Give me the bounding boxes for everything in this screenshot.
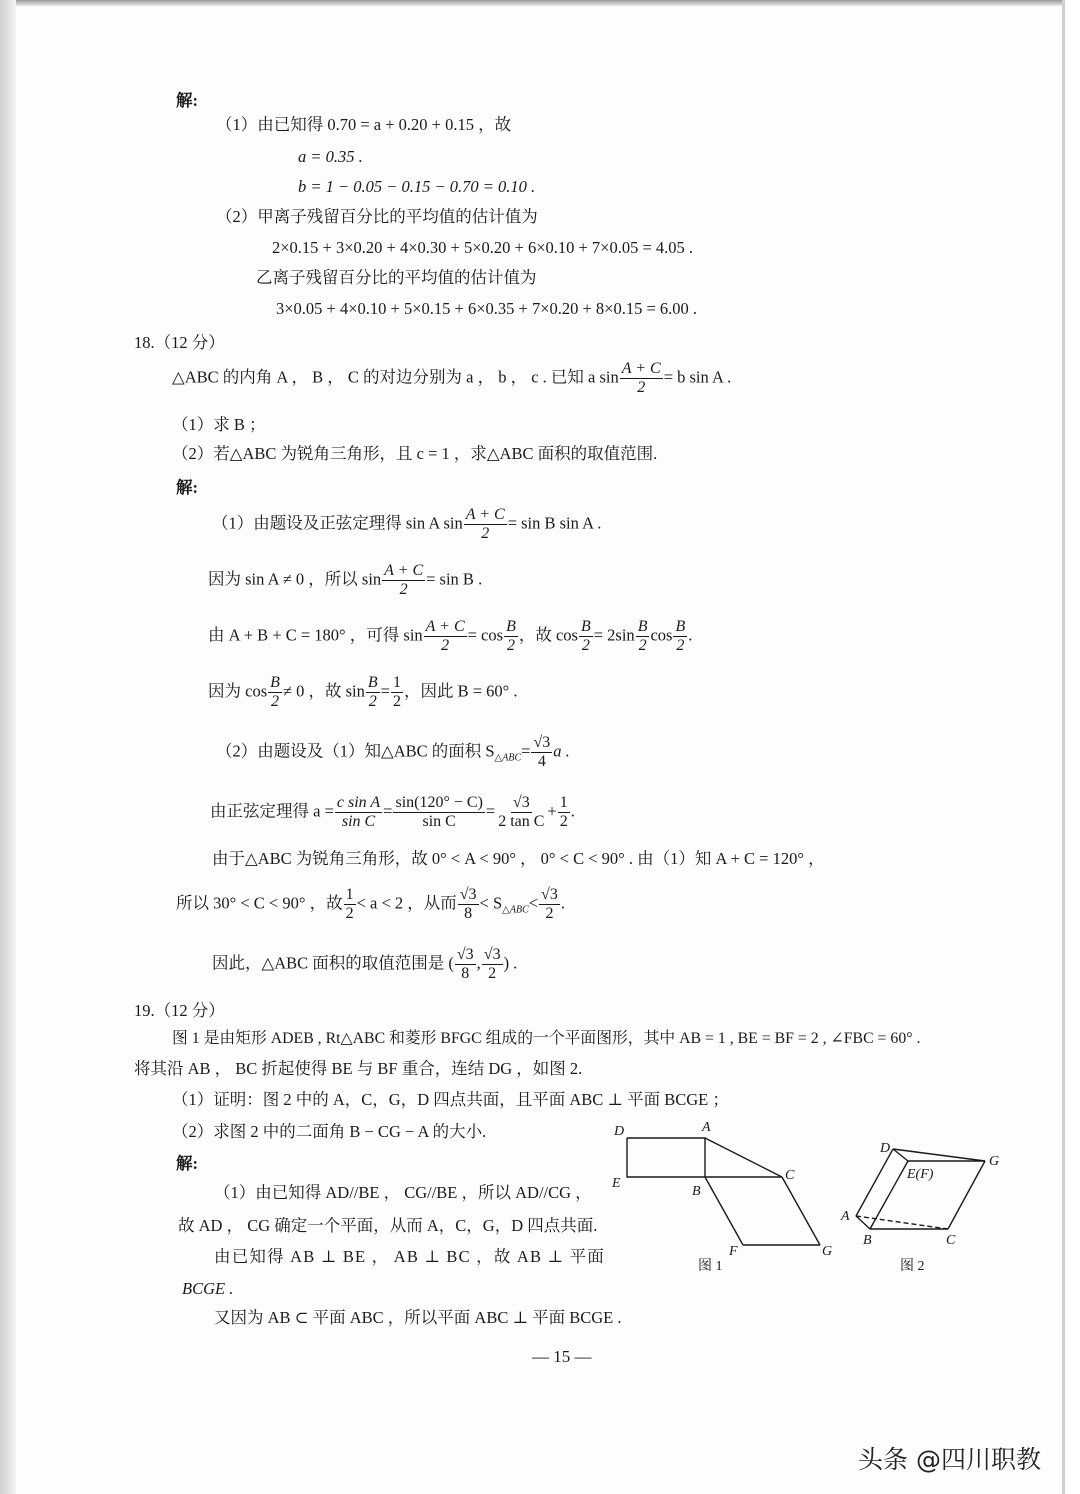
text: （2）由题设及（1）知△ABC 的面积 S <box>216 741 495 761</box>
denominator: 2 <box>559 813 568 830</box>
denominator: 2 <box>345 905 354 922</box>
text: < S <box>479 893 503 913</box>
watermark-text: 头条 @四川职教 <box>858 1445 1041 1474</box>
text: 由 A + B + C = 180° ，可得 sin <box>208 625 423 645</box>
q18-sol-step8 <box>176 886 565 923</box>
text: = cos <box>467 625 504 645</box>
q19-stem-line2: 将其沿 AB ， BC 折起使得 BE 与 BF 重合，连结 DG ，如图 2. <box>134 1059 583 1078</box>
q17-part1-b: b = 1 − 0.05 − 0.15 − 0.70 = 0.10 . <box>298 177 536 196</box>
page-number: — 15 — <box>532 1347 592 1366</box>
text: < <box>528 893 539 913</box>
q19-stem-line1: 图 1 是由矩形 ADEB , Rt△ABC 和菱形 BFGC 组成的一个平面图形，其中 AB = 1 , BE = BF = 2 , ∠FBC = 60° . <box>172 1030 921 1047</box>
fraction <box>504 618 518 655</box>
q18-header: 18.（12 分） <box>134 333 225 352</box>
q18-sol-step6: 由正弦定理得 a = $\frac{\text{c sin A}}{\text{sin C}}$ = $\frac{\sin(120^\circ - C)}{\text{sin C}}$ = $\frac{√3}{\text{2 tan C}}$ + $\frac{1}{2}$ . <box>210 794 575 830</box>
numerator: B <box>270 674 280 691</box>
q18-sol-step7: 由于△ABC 为锐角三角形，故 0° < A < 90° ， 0° < C < 90° . 由（1）知 A + C = 120° ， <box>212 849 825 868</box>
numerator: √3 <box>533 734 551 751</box>
numerator: √3 <box>541 886 558 903</box>
vertex-label-f: F <box>729 1244 738 1259</box>
text: 因此，△ABC 面积的取值范围是 ( <box>212 953 454 973</box>
text: （1）由题设及正弦定理得 sin A sin <box>212 513 463 533</box>
scan-edge-top <box>0 0 1080 6</box>
denominator: 4 <box>537 753 546 770</box>
vertex-label-a: A <box>841 1209 850 1224</box>
q19-part1: （1）证明：图 2 中的 A，C，G，D 四点共面，且平面 ABC ⊥ 平面 BCGE ； <box>172 1090 729 1109</box>
numerator: A + C <box>465 506 505 523</box>
q18-stem-text: △ABC 的内角 A ， B ， C 的对边分别为 a ， b ， c . 已知 a sin <box>172 367 619 387</box>
denominator: 2 <box>638 637 647 654</box>
vertex-label-b: B <box>692 1184 701 1199</box>
figure-2-caption: 图 2 <box>900 1259 925 1274</box>
numerator: 1 <box>345 886 354 903</box>
fraction <box>335 794 382 831</box>
text: a . <box>553 741 570 761</box>
text: < a < 2 ，从而 <box>356 893 457 913</box>
fraction <box>496 794 546 831</box>
q18-stem <box>172 360 731 397</box>
q19-sol-step1: （1）由已知得 AD//BE ， CG//BE ，所以 AD//CG ， <box>214 1183 592 1202</box>
denominator: 2 <box>506 637 515 654</box>
denominator: 8 <box>464 905 473 922</box>
denominator: 2 <box>581 637 590 654</box>
fraction <box>531 734 552 771</box>
text: = <box>380 681 390 701</box>
text: ≠ 0 ，故 sin <box>282 681 365 701</box>
numerator: sin(120° − C) <box>395 794 483 811</box>
q19-header: 19.（12 分） <box>134 1001 225 1020</box>
vertex-label-c: C <box>785 1168 795 1183</box>
text: ，因此 B = 60° . <box>403 681 518 701</box>
denominator: 2 tan C <box>498 813 545 830</box>
q19-solution-label: 解: <box>176 1154 198 1173</box>
numerator: B <box>675 618 686 635</box>
fraction <box>673 618 687 655</box>
q18-sol-step2 <box>208 562 482 599</box>
q17-part1-intro: （1）由已知得 0.70 = a + 0.20 + 0.15 ，故 <box>216 115 512 134</box>
fraction <box>393 794 484 831</box>
numerator: B <box>580 618 591 635</box>
numerator: 1 <box>559 794 568 811</box>
denominator: 2 <box>481 525 490 542</box>
numerator: √3 <box>512 794 530 811</box>
figure-1-planar-shape <box>600 1115 840 1285</box>
q19-sol-step2: 故 AD ， CG 确定一个平面，从而 A，C，G，D 四点共面. <box>178 1216 598 1235</box>
text: = sin B . <box>426 569 483 589</box>
vertex-label-g: G <box>822 1244 833 1259</box>
numerator: A + C <box>425 618 465 635</box>
text: , <box>476 953 481 973</box>
text: = 2sin <box>593 625 635 645</box>
q19-sol-step3: 由已知得 AB ⊥ BE ， AB ⊥ BC ，故 AB ⊥ 平面 <box>214 1247 605 1266</box>
subscript: △ABC <box>494 752 522 764</box>
q18-stem-end: = b sin A . <box>663 367 732 387</box>
denominator: 2 <box>488 965 497 982</box>
text: . <box>560 893 565 913</box>
fraction <box>539 886 560 923</box>
fraction <box>391 674 403 711</box>
vertex-label-a: A <box>702 1120 711 1135</box>
q17-part2-jia-expr: 2×0.15 + 3×0.20 + 4×0.30 + 5×0.20 + 6×0.10 + 7×0.05 = 4.05 . <box>272 238 694 257</box>
q18-sol-step9 <box>212 946 517 983</box>
denominator: 2 <box>399 581 408 598</box>
numerator: A + C <box>621 360 661 377</box>
q18-sol-step1 <box>212 506 601 543</box>
q17-part2-yi-expr: 3×0.05 + 4×0.10 + 5×0.15 + 6×0.35 + 7×0.20 + 8×0.15 = 6.00 . <box>276 299 698 318</box>
denominator: 2 <box>368 693 377 710</box>
fraction <box>620 360 663 397</box>
vertex-label-d: D <box>880 1141 891 1156</box>
numerator: c sin A <box>336 794 381 811</box>
q18-part1: （1）求 B ； <box>172 415 266 434</box>
denominator: 8 <box>461 965 470 982</box>
q18-sol-step3 <box>208 618 692 655</box>
fraction <box>424 618 467 655</box>
numerator: B <box>367 674 378 691</box>
text: 由正弦定理得 a = <box>210 801 334 821</box>
fraction <box>579 618 593 655</box>
text: ，故 cos <box>518 625 578 645</box>
denominator: 2 <box>676 637 685 654</box>
denominator: sin C <box>422 813 456 830</box>
numerator: √3 <box>459 886 477 903</box>
fraction <box>558 794 570 831</box>
fraction <box>268 674 282 711</box>
q19-sol-step5: 又因为 AB ⊂ 平面 ABC ，所以平面 ABC ⊥ 平面 BCGE . <box>214 1308 622 1327</box>
q17-part2-jia-intro: （2）甲离子残留百分比的平均值的估计值为 <box>216 207 538 226</box>
denominator: 2 <box>441 637 450 654</box>
figure-1-diagram <box>600 1115 840 1285</box>
figure-1-caption: 图 1 <box>698 1259 723 1274</box>
fraction <box>382 562 425 599</box>
numerator: B <box>506 618 516 635</box>
fraction <box>636 618 650 655</box>
text: . <box>570 801 575 821</box>
numerator: √3 <box>456 946 474 963</box>
fraction <box>455 946 476 983</box>
fraction <box>458 886 479 923</box>
vertex-label-ef: E(F) <box>907 1167 934 1182</box>
vertex-label-d: D <box>614 1124 625 1139</box>
q18-solution-label: 解: <box>176 478 198 497</box>
numerator: √3 <box>483 946 501 963</box>
fraction <box>464 506 507 543</box>
denominator: 2 <box>637 379 646 396</box>
page-margin-right <box>1065 0 1080 1494</box>
vertex-label-e: E <box>612 1176 621 1191</box>
q18-sol-step4 <box>208 674 517 711</box>
text: 因为 cos <box>208 681 268 701</box>
text: = <box>521 741 531 761</box>
q19-part2: （2）求图 2 中的二面角 B − CG − A 的大小. <box>172 1122 487 1141</box>
numerator: A + C <box>384 562 424 579</box>
denominator: 2 <box>271 693 280 710</box>
q19-sol-step4: BCGE . <box>182 1279 234 1298</box>
numerator: B <box>637 618 648 635</box>
figure-2-folded-solid <box>830 1130 1010 1280</box>
q17-part2-yi-intro: 乙离子残留百分比的平均值的估计值为 <box>256 268 537 287</box>
q17-part1-a: a = 0.35 . <box>298 147 363 166</box>
q18-part2: （2）若△ABC 为锐角三角形，且 c = 1 ，求△ABC 面积的取值范围. <box>172 444 658 463</box>
text: . <box>688 625 693 645</box>
text: 所以 30° < C < 90° ，故 <box>176 893 343 913</box>
scan-edge-left <box>0 0 16 1494</box>
text: 因为 sin A ≠ 0 ，所以 sin <box>208 569 382 589</box>
figure-2-diagram <box>830 1130 1010 1280</box>
numerator: 1 <box>392 674 401 691</box>
vertex-label-g: G <box>989 1154 1000 1169</box>
fraction <box>482 946 503 983</box>
subscript: △ABC <box>502 904 529 916</box>
denominator: 2 <box>392 693 401 710</box>
vertex-label-b: B <box>863 1233 872 1248</box>
fraction <box>344 886 356 923</box>
fraction <box>366 674 380 711</box>
text: cos <box>650 625 673 645</box>
q17-solution-label: 解: <box>176 91 198 110</box>
q18-sol-step5 <box>216 734 570 771</box>
text: = sin B sin A . <box>507 513 602 533</box>
vertex-label-c: C <box>946 1233 956 1248</box>
denominator: 2 <box>545 905 554 922</box>
text: ) . <box>503 953 518 973</box>
denominator: sin C <box>341 813 376 830</box>
